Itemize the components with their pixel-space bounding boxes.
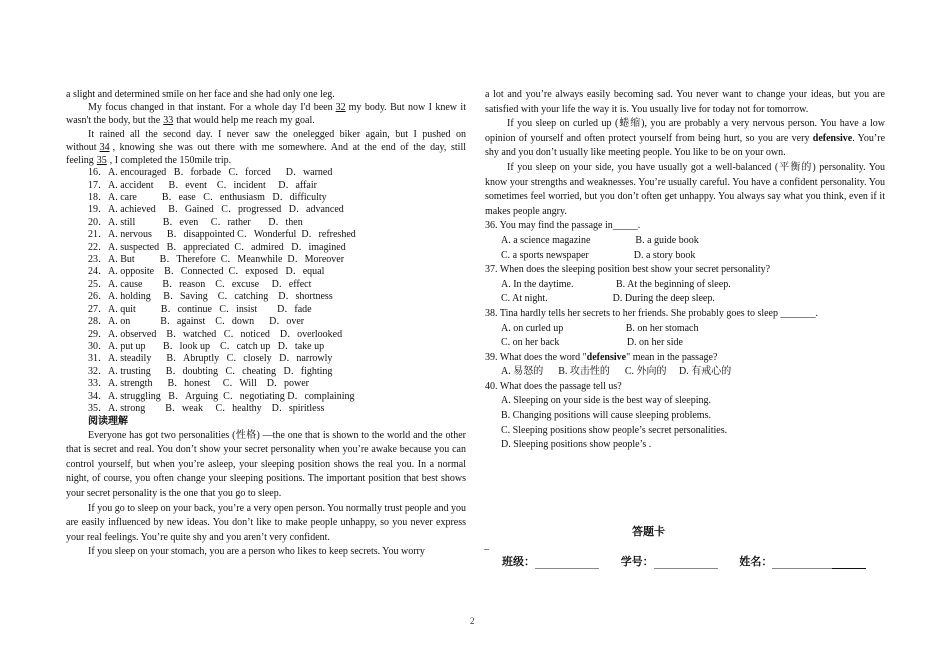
question-37-options: A. In the daytime. B. At the beginning of sleep. bbox=[501, 278, 731, 290]
question-39 bbox=[485, 351, 885, 366]
blank-35: 35 bbox=[96, 155, 107, 167]
option-row: 25．A. cause B．reason C．excuse D．effect bbox=[88, 278, 312, 290]
option-row: 27．A. quit B．continue C．insist D．fade bbox=[88, 303, 312, 315]
option-row: 32．A. trusting B．doubting C．cheating D．fighting bbox=[88, 365, 333, 377]
right-column bbox=[485, 88, 885, 453]
question-37-options: C. At night. D. During the deep sleep. bbox=[501, 293, 715, 305]
passage-paragraph: Everyone has got two personalities (性格) —the one that is shown to the world and the other that is secret and real. You don’t show your secret personality when you’re awake because you can control yourself, but when you’re asleep, your sleeping position shows the real you. In a normal night, of course, you often change your sleeping positions. The important position that best shows your secret personality is the one that you go to sleep. bbox=[66, 429, 466, 499]
blank-34: 34 bbox=[99, 141, 110, 153]
name-label: 姓名： bbox=[739, 555, 773, 568]
question-36: 36. You may find the passage in_____. bbox=[485, 220, 641, 232]
passage-paragraph bbox=[485, 117, 885, 161]
question-40-option-d: D. Sleeping positions show people’s . bbox=[501, 439, 652, 451]
option-row: 19．A. achieved B．Gained C．progressed D．advanced bbox=[88, 204, 344, 216]
passage-paragraph: If you go to sleep on your back, you’re a very open person. You normally trust people and you are easily influenced by new ideas. You don’t like to make people unhappy, so you never express your real feelings. You’re quite shy and you aren’t very confident. bbox=[66, 502, 466, 543]
option-row: 17．A. accident B．event C．incident D．affair bbox=[88, 179, 317, 191]
answer-card-title: 答题卡 bbox=[632, 525, 665, 538]
question-39-options: A. 易怒的 B. 攻击性的 C. 外向的 D. 有戒心的 bbox=[501, 366, 732, 378]
question-36-options: C. a sports newspaper D. a story book bbox=[501, 249, 696, 261]
left-column bbox=[66, 88, 466, 560]
option-row: 22．A. suspected B．appreciated C．admired D．imagined bbox=[88, 241, 346, 253]
option-row: 23．A. But B．Therefore C．Meanwhile D．Moreover bbox=[88, 254, 345, 266]
class-field[interactable] bbox=[535, 558, 599, 569]
question-40-option-a: A. Sleeping on your side is the best way of sleeping. bbox=[501, 395, 711, 407]
blank-32: 32 bbox=[335, 102, 346, 114]
option-row: 35．A. strong B．weak C．healthy D．spiritless bbox=[88, 402, 325, 414]
answer-card-fields bbox=[502, 553, 866, 569]
question-38-options: A. on curled up B. on her stomach bbox=[501, 322, 699, 334]
option-row: 34．A. struggling B．Arguing C．negotiating D．complaining bbox=[88, 390, 355, 402]
reading-passage bbox=[66, 429, 466, 560]
questions bbox=[485, 219, 885, 453]
keyword-defensive: defensive bbox=[812, 132, 853, 144]
option-row: 28．A. on B．against C．down D．over bbox=[88, 316, 305, 328]
cloze-options bbox=[66, 167, 466, 415]
reading-heading: 阅读理解 bbox=[88, 416, 128, 428]
question-text: 39. What does the word " bbox=[485, 351, 587, 363]
question-38: 38. Tina hardly tells her secrets to her friends. She probably goes to sleep _______. bbox=[485, 307, 818, 319]
question-40-option-c: C. Sleeping positions show people’s secret personalities. bbox=[501, 424, 728, 436]
question-text: " mean in the passage? bbox=[626, 351, 718, 363]
option-row: 24．A. opposite B．Connected C．exposed D．equal bbox=[88, 266, 325, 278]
name-field[interactable] bbox=[772, 558, 832, 569]
passage-paragraph: a lot and you’re always easily becoming sad. You never want to change your ideas, but you are satisfied with your life the way it is. You usually live for today not for tomorrow. bbox=[485, 89, 885, 115]
cloze-text: that would help me reach my goal. bbox=[176, 115, 315, 127]
option-row: 18．A. care B．ease C．enthusiasm D．difficulty bbox=[88, 192, 327, 204]
option-row: 16．A. encouraged B．forbade C．forced D．warned bbox=[88, 167, 333, 179]
option-row: 33．A. strength B．honest C．Will D．power bbox=[88, 378, 309, 390]
cloze-text: My focus changed in that instant. For a whole day I'd been bbox=[88, 102, 333, 114]
cloze-text: my body. But now I knew it wasn't the body, but the bbox=[66, 102, 466, 127]
question-38-options: C. on her back D. on her side bbox=[501, 337, 683, 349]
option-row: 29．A. observed B．watched C．noticed D．overlooked bbox=[88, 328, 343, 340]
cloze-paragraph bbox=[66, 101, 466, 127]
class-label: 班级： bbox=[502, 555, 535, 568]
passage-paragraph: If you sleep on your side, you have usually got a well-balanced (平衡的) personality. You know your strengths and weaknesses. You’re usually careful. You have a confident personality. You sometimes feel worried, but you don’t often get unhappy. You always say what you think, even if it makes people angry. bbox=[485, 161, 885, 217]
passage-text: If you sleep on curled up (蜷缩), you are probably a very nervous person. You have a low opinion of yourself and often protect yourself from being hurt, so you are very bbox=[485, 118, 885, 144]
dash-mark: – bbox=[484, 544, 489, 555]
blank-33: 33 bbox=[163, 115, 174, 127]
cloze-paragraph bbox=[66, 128, 466, 168]
cloze-text: , knowing she was out there with me somewhere. And at the end of the day, still feeling bbox=[66, 141, 466, 167]
passage-paragraph: If you sleep on your stomach, you are a person who likes to keep secrets. You worry bbox=[88, 546, 425, 558]
cloze-line: a slight and determined smile on her face and she had only one leg. bbox=[66, 89, 335, 100]
cloze-text: , I completed the 150mile trip. bbox=[109, 155, 232, 167]
question-40: 40. What does the passage tell us? bbox=[485, 380, 622, 392]
question-37: 37. When does the sleeping position best show your secret personality? bbox=[485, 264, 771, 276]
option-row: 30．A. put up B．look up C．catch up D．take up bbox=[88, 340, 325, 352]
option-row: 31．A. steadily B．Abruptly C．closely D．narrowly bbox=[88, 353, 333, 365]
option-row: 20．A. still B．even C．rather D．then bbox=[88, 216, 303, 228]
cloze-text: It rained all the second day. I never saw the onelegged biker again, but I pushed on without bbox=[66, 128, 466, 153]
option-row: 26．A. holding B．Saving C．catching D．shortness bbox=[88, 291, 333, 303]
name-field-underline bbox=[832, 558, 866, 569]
student-id-field[interactable] bbox=[654, 558, 718, 569]
option-row: 21．A. nervous B．disappointed C．Wonderful D．refreshed bbox=[88, 229, 356, 241]
question-40-option-b: B. Changing positions will cause sleeping problems. bbox=[501, 410, 711, 422]
passage-text: . You’re shy and you don’t usually like meeting people. You like to be on your own. bbox=[485, 132, 886, 159]
student-id-label: 学号： bbox=[620, 555, 654, 568]
question-36-options: A. a science magazine B. a guide book bbox=[501, 234, 699, 246]
keyword-defensive: defensive bbox=[586, 351, 627, 363]
page-number: 2 bbox=[470, 616, 475, 626]
